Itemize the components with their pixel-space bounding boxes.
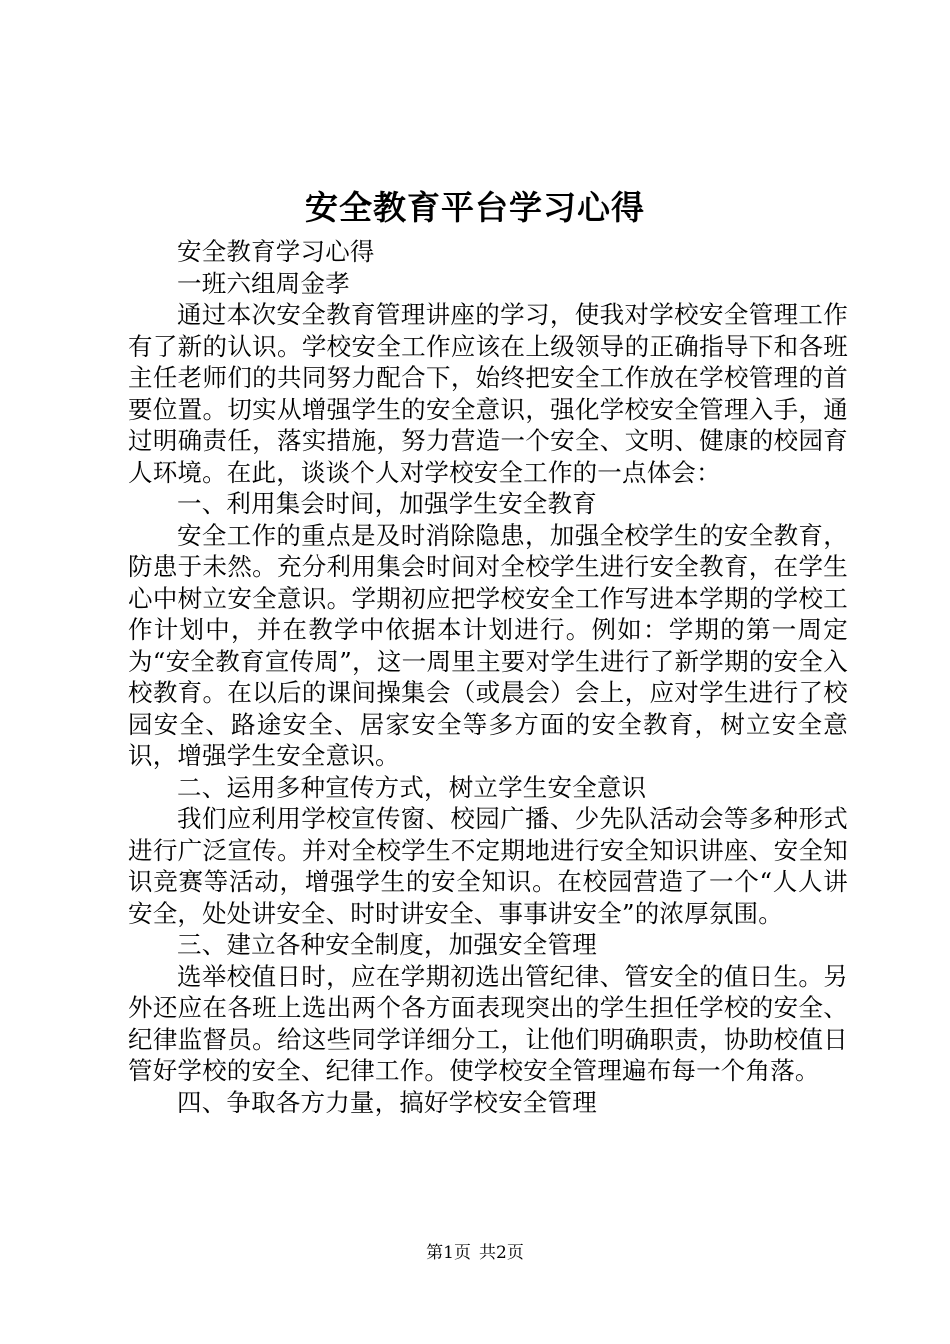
- paragraph-author: 一班六组周金孝: [177, 268, 350, 298]
- document-body: [128, 236, 848, 1118]
- paragraph-section-2: 我们应利用学校宣传窗、校园广播、少先队活动会等多种形式进行广泛宣传。并对全校学生不定期地进行安全知识讲座、安全知识竞赛等活动，增强学生的安全知识。在校园营造了一个“人人讲安全，处处讲安全、时时讲安全、事事讲安全”的浓厚氛围。: [128, 804, 848, 928]
- page-number: 第1页: [426, 1243, 471, 1263]
- section-heading-3: 三、建立各种安全制度，加强安全管理: [177, 930, 597, 959]
- paragraph-section-1: 安全工作的重点是及时消除隐患，加强全校学生的安全教育，防患于未然。充分利用集会时间对全校学生进行安全教育，在学生心中树立安全意识。学期初应把学校安全工作写进本学期的学校工作计划中，并在教学中依据本计划进行。例如：学期的第一周定为“安全教育宣传周”，这一周里主要对学生进行了新学期的安全入校教育。在以后的课间操集会（或晨会）会上，应对学生进行了校园安全、路途安全、居家安全等多方面的安全教育，树立安全意识，增强学生安全意识。: [128, 520, 848, 770]
- paragraph-intro: 通过本次安全教育管理讲座的学习，使我对学校安全管理工作有了新的认识。学校安全工作应该在上级领导的正确指导下和各班主任老师们的共同努力配合下，始终把安全工作放在学校管理的首要位置。切实从增强学生的安全意识，强化学校安全管理入手，通过明确责任，落实措施，努力营造一个安全、文明、健康的校园育人环境。在此，谈谈个人对学校安全工作的一点体会：: [128, 300, 848, 487]
- paragraph-section-3: 选举校值日时，应在学期初选出管纪律、管安全的值日生。另外还应在各班上选出两个各方面表现突出的学生担任学校的安全、纪律监督员。给这些同学详细分工，让他们明确职责，协助校值日管好学校的安全、纪律工作。使学校安全管理遍布每一个角落。: [128, 961, 848, 1085]
- document-title: 安全教育平台学习心得: [305, 188, 645, 227]
- section-heading-4: 四、争取各方力量，搞好学校安全管理: [177, 1087, 597, 1117]
- page-total: 共2页: [479, 1243, 524, 1263]
- page-footer: [0, 1240, 950, 1266]
- section-heading-2: 二、运用多种宣传方式，树立学生安全意识: [177, 772, 647, 802]
- section-heading-1: 一、利用集会时间，加强学生安全教育: [177, 489, 597, 518]
- paragraph-heading: 安全教育学习心得: [177, 237, 375, 266]
